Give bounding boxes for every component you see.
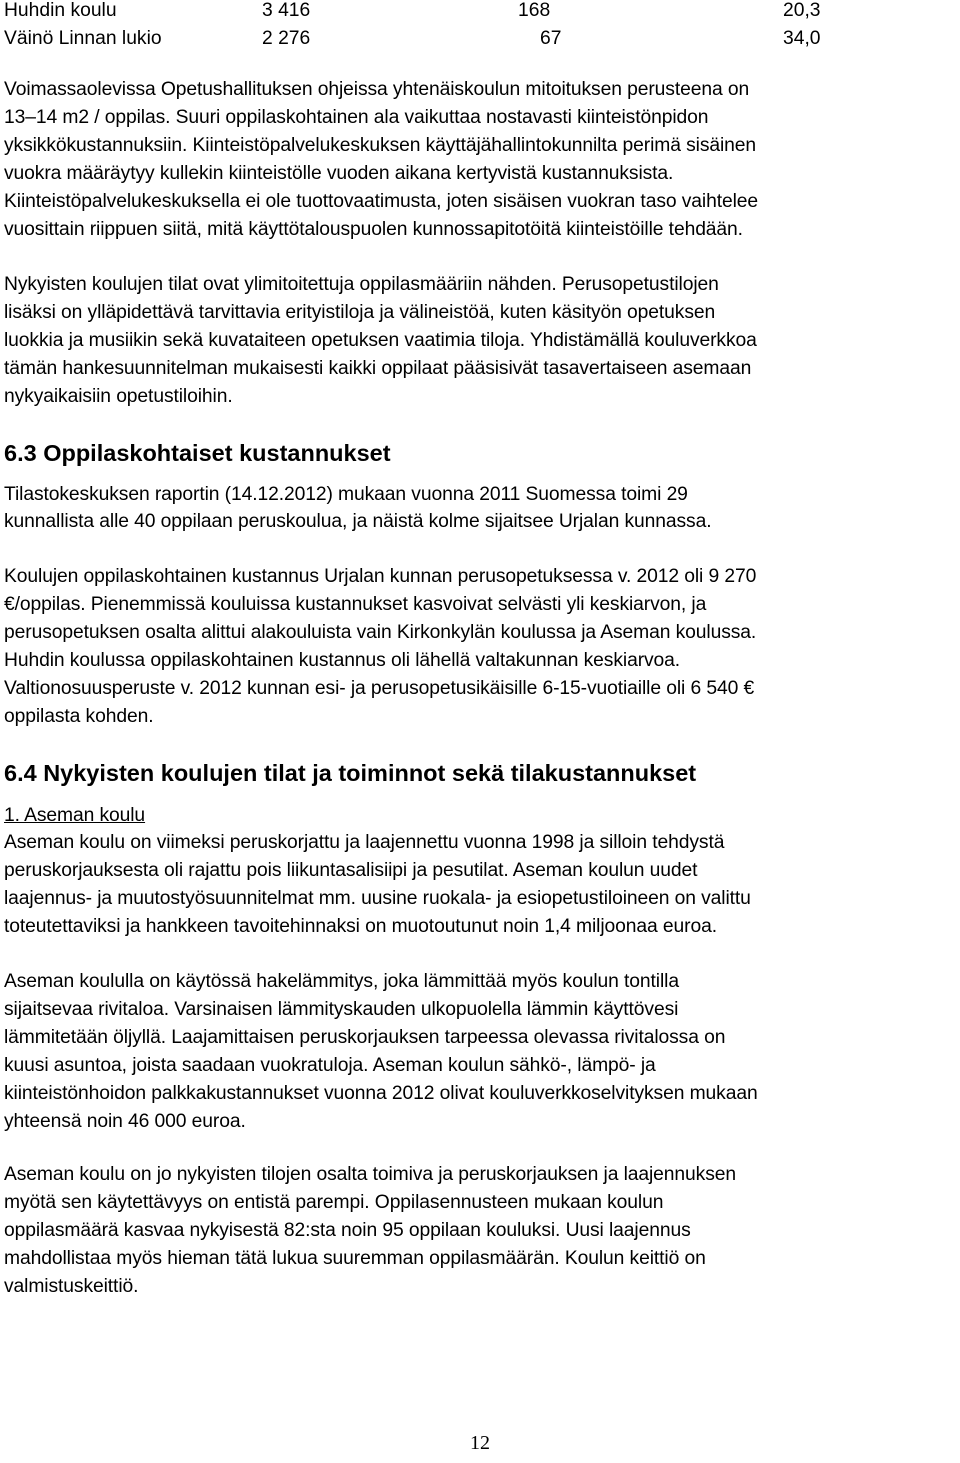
text-line: lisäksi on ylläpidettävä tarvittavia erityistiloja ja välineistöä, kuten käsityön opetuksen <box>4 302 716 323</box>
subheading-aseman-koulu: 1. Aseman koulu <box>4 805 146 826</box>
text-line: mahdollistaa myös hieman tätä lukua suuremman oppilasmäärän. Koulun keittiö on <box>4 1248 706 1269</box>
text-line: €/oppilas. Pienemmissä kouluissa kustannukset kasvoivat selvästi yli keskiarvon, ja <box>4 594 707 615</box>
text-line: Kiinteistöpalvelukeskuksella ei ole tuottovaatimusta, joten sisäisen vuokran taso vaihtelee <box>4 191 759 212</box>
text-line: Tilastokeskuksen raportin (14.12.2012) mukaan vuonna 2011 Suomessa toimi 29 <box>4 484 688 505</box>
text-line: Voimassaolevissa Opetushallituksen ohjeissa yhtenäiskoulun mitoituksen perusteena on <box>4 79 750 100</box>
text-line: Koulujen oppilaskohtainen kustannus Urjalan kunnan perusopetuksessa v. 2012 oli 9 270 <box>4 566 757 587</box>
text-line: vuosittain riippuen siitä, mitä käyttötalouspuolen kunnossapitotöitä kiinteistöille tehdään. <box>4 219 743 240</box>
text-line: 13–14 m2 / oppilas. Suuri oppilaskohtainen ala vaikuttaa nostavasti kiinteistönpidon <box>4 107 709 128</box>
text-line: myötä sen käytettävyys on entistä parempi. Oppilasennusteen mukaan koulun <box>4 1192 664 1213</box>
text-line: perusopetuksen osalta alittui alakouluista vain Kirkonkylän koulussa ja Aseman koulussa. <box>4 622 757 643</box>
text-line: lämmitetään öljyllä. Laajamittaisen peruskorjauksen tarpeessa olevassa rivitalossa on <box>4 1027 726 1048</box>
table-cell: 34,0 <box>783 28 821 49</box>
text-line: peruskorjauksesta oli rajattu pois liikuntasalisiipi ja pesutilat. Aseman koulun uudet <box>4 860 698 881</box>
section-heading-6-3: 6.3 Oppilaskohtaiset kustannukset <box>4 440 391 466</box>
text-line: kiinteistönhoidon palkkakustannukset vuonna 2012 olivat kouluverkkoselvityksen mukaan <box>4 1083 758 1104</box>
text-line: Aseman koulu on jo nykyisten tilojen osalta toimiva ja peruskorjauksen ja laajennuksen <box>4 1164 737 1185</box>
table-cell: 67 <box>540 28 562 49</box>
school-name: Huhdin koulu <box>4 0 117 21</box>
table-cell: 3 416 <box>262 0 311 21</box>
text-line: Huhdin koulussa oppilaskohtainen kustannus oli lähellä valtakunnan keskiarvoa. <box>4 650 681 671</box>
text-line: Valtionosuusperuste v. 2012 kunnan esi- ja perusopetusikäisille 6-15-vuotiaille oli 6 540 € <box>4 678 755 699</box>
text-line: valmistuskeittiö. <box>4 1276 139 1297</box>
page-number: 12 <box>470 1432 490 1454</box>
text-line: vuokra määräytyy kullekin kiinteistölle vuoden aikana kertyvistä kustannuksista. <box>4 163 674 184</box>
text-line: yksikkökustannuksiin. Kiinteistöpalvelukeskuksen käyttäjähallintokunnilta perimä sisäinen <box>4 135 757 156</box>
text-line: kuusi asuntoa, joista saadaan vuokratuloja. Aseman koulun sähkö-, lämpö- ja <box>4 1055 656 1076</box>
text-line: yhteensä noin 46 000 euroa. <box>4 1111 246 1132</box>
text-line: oppilasta kohden. <box>4 706 154 727</box>
text-line: sijaitsevaa rivitaloa. Varsinaisen lämmityskauden ulkopuolella lämmin käyttövesi <box>4 999 679 1020</box>
text-line: Nykyisten koulujen tilat ovat ylimitoitettuja oppilasmääriin nähden. Perusopetustilojen <box>4 274 719 295</box>
school-name: Väinö Linnan lukio <box>4 28 162 49</box>
section-heading-6-4: 6.4 Nykyisten koulujen tilat ja toiminnot sekä tilakustannukset <box>4 760 697 786</box>
text-line: laajennus- ja muutostyösuunnitelmat mm. uusine ruokala- ja esiopetustiloineen on valittu <box>4 888 751 909</box>
table-cell: 2 276 <box>262 28 311 49</box>
text-line: oppilasmäärä kasvaa nykyisestä 82:sta noin 95 oppilaan kouluksi. Uusi laajennus <box>4 1220 691 1241</box>
table-cell: 20,3 <box>783 0 821 21</box>
text-line: tämän hankesuunnitelman mukaisesti kaikki oppilaat pääsisivät tasavertaiseen asemaan <box>4 358 752 379</box>
text-line: toteutettaviksi ja hankkeen tavoitehinnaksi on muotoutunut noin 1,4 miljoonaa euroa. <box>4 916 717 937</box>
text-line: Aseman koulu on viimeksi peruskorjattu ja laajennettu vuonna 1998 ja silloin tehdystä <box>4 832 725 853</box>
text-line: nykyaikaisiin opetustiloihin. <box>4 386 233 407</box>
text-line: luokkia ja musiikin sekä kuvataiteen opetuksen vaatimia tiloja. Yhdistämällä kouluverkkoa <box>4 330 757 351</box>
table-cell: 168 <box>518 0 551 21</box>
text-line: kunnallista alle 40 oppilaan peruskoulua, ja näistä kolme sijaitsee Urjalan kunnassa. <box>4 511 712 532</box>
text-line: Aseman koululla on käytössä hakelämmitys, joka lämmittää myös koulun tontilla <box>4 971 679 992</box>
